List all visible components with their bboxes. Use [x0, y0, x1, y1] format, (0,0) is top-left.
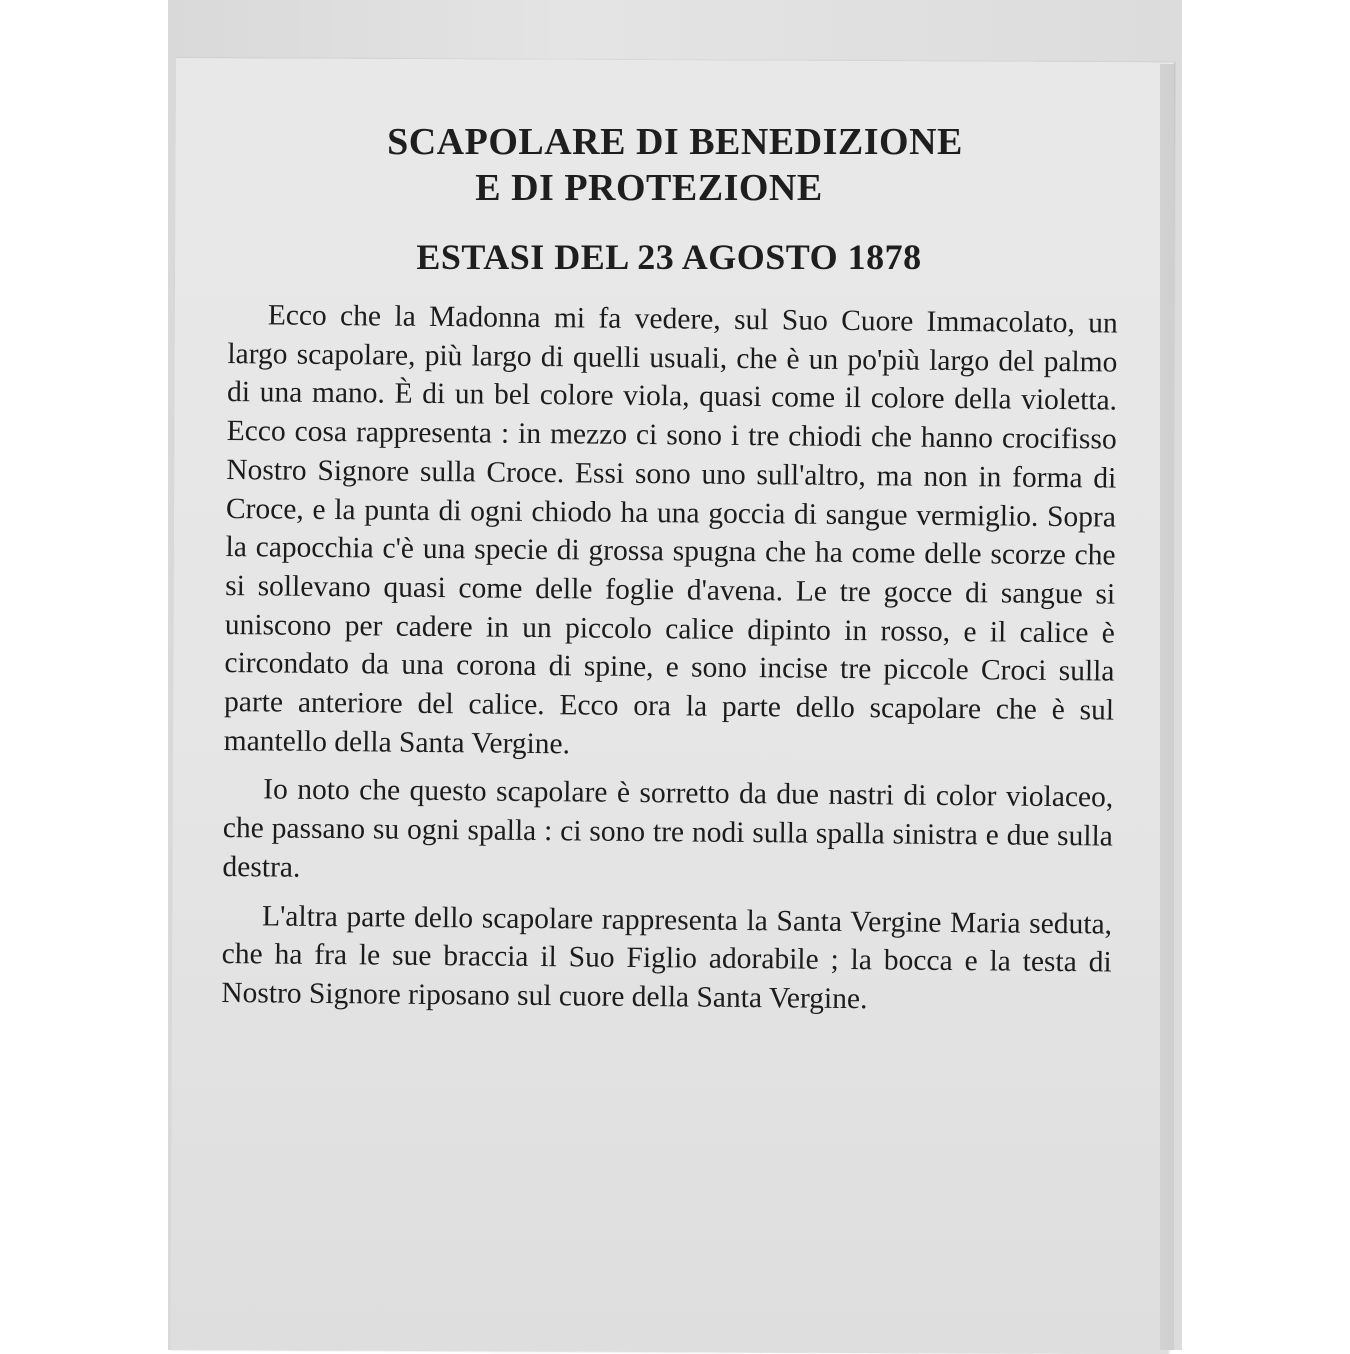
- paragraph: L'altra parte dello scapolare rappresenta la Santa Vergine Maria seduta, che ha fra le sue braccia il Suo Figlio adorabile ; la bocca e la testa di Nostro Signore riposano sul cuore della Santa Vergine.: [221, 899, 1113, 1016]
- document-subtitle: ESTASI DEL 23 AGOSTO 1878: [416, 237, 922, 277]
- paragraph: Ecco che la Madonna mi fa vedere, sul Suo Cuore Immacolato, un largo scapolare, più largo di quelli usuali, che è un po'più largo del palmo di una mano. È di un bel colore viola, quasi come il colore della violetta. Ecco cosa rappresenta : in mezzo ci sono i tre chiodi che hanno crocifisso Nostro Signore sulla Croce. Essi sono uno sull'altro, ma non in forma di Croce, e la punta di ogni chiodo ha una goccia di sangue vermiglio. Sopra la capocchia c'è una specie di grossa spugna che ha come delle scorze che si sollevano quasi come delle foglie d'avena. Le tre gocce di sangue si uniscono per cadere in un piccolo calice dipinto in rosso, e il calice è circondato da una corona di spine, e sono incise tre piccole Croci sulla parte anteriore del calice. Ecco ora la parte dello scapolare che è sul mantello della Santa Vergine.: [223, 299, 1118, 761]
- document-title-line-2: E DI PROTEZIONE: [475, 167, 823, 209]
- paragraph: Io noto che questo scapolare è sorretto da due nastri di color violaceo, che passano su ogni spalla : ci sono tre nodi sulla spalla sinistra e due sulla destra.: [222, 773, 1114, 884]
- document-body: [221, 296, 1118, 1021]
- document-title-line-1: SCAPOLARE DI BENEDIZIONE: [387, 121, 963, 163]
